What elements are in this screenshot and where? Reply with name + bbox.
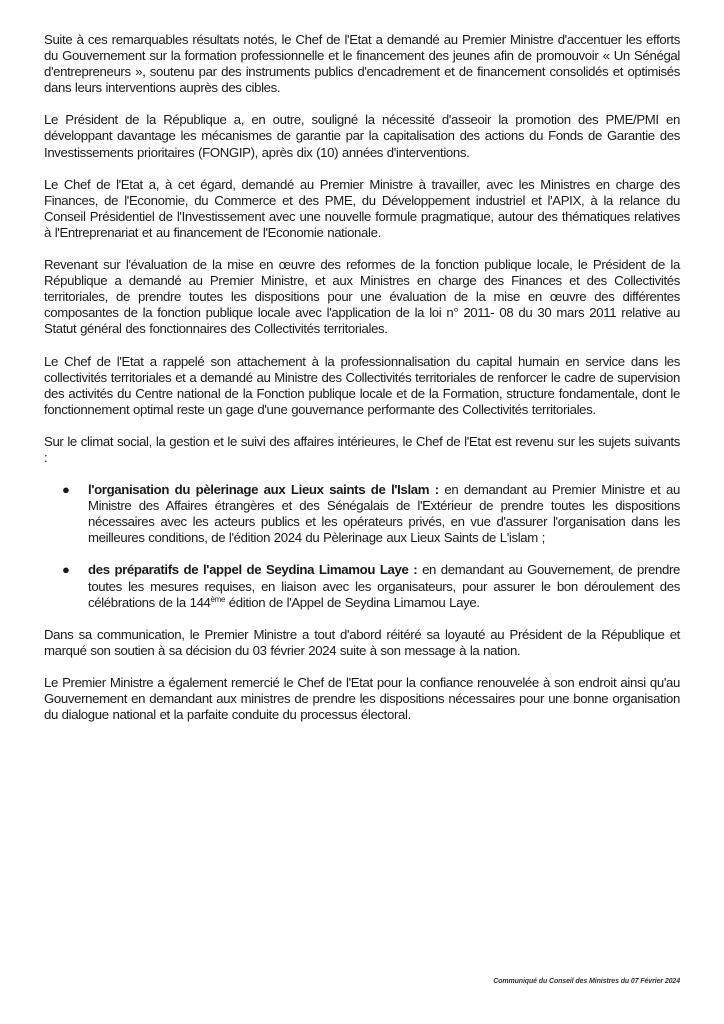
list-item-appel-seydina bbox=[44, 562, 680, 610]
ordinal-superscript: ème bbox=[210, 594, 226, 604]
list-item-title: des préparatifs de l'appel de Seydina Limamou Laye : bbox=[88, 562, 418, 578]
list-item-text-end: édition de l'Appel de Seydina Limamou Laye. bbox=[225, 594, 480, 610]
paragraph-investment-council: Le Chef de l'Etat a, à cet égard, demandé au Premier Ministre à travailler, avec les Ministres en charge des Finances, de l'Economie, du Commerce et des PME, du Développement industriel et l'APIX, à la relance du Conseil Présidentiel de l'Investissement avec une nouvelle formule pragmatique, autour des thématiques relatives à l'Entreprenariat et au financement de l'Economie nationale. bbox=[44, 176, 680, 240]
bullet-icon: ● bbox=[62, 482, 70, 498]
paragraph-local-public-service: Revenant sur l'évaluation de la mise en œuvre des reformes de la fonction publique locale, le Président de la République a demandé au Premier Ministre, et aux Ministres en charge des Finances et des Collectivités territoriales, de prendre toutes les dispositions pour une évaluation de la mise en œuvre des différentes composantes de la fonction publique locale avec l'application de la loi n° 2011- 08 du 30 mars 2011 relative au Statut général des fonctionnaires des Collectivités territoriales. bbox=[44, 257, 680, 337]
paragraph-pme-fongip: Le Président de la République a, en outre, souligné la nécessité d'asseoir la promotion des PME/PMI en développant davantage les mécanismes de garantie par la capitalisation des actions du Fonds de Garantie des Investissements prioritaires (FONGIP), après dix (10) années d'interventions. bbox=[44, 112, 680, 160]
list-item-title: l'organisation du pèlerinage aux Lieux saints de l'Islam : bbox=[88, 482, 439, 498]
list-item-text: en demandant au Premier Ministre et au Ministre des Affaires étrangères et des Sénégalais de l'Extérieur de prendre toutes les dispositions nécessaires avec les acteurs publics et les opérateurs privés, en vue d'assurer l'organisation dans les meilleures conditions, de l'édition 2024 du Pèlerinage aux Lieux Saints de L'islam ; bbox=[88, 482, 680, 546]
list-item-pilgrimage bbox=[44, 482, 680, 546]
paragraph-pm-thanks: Le Premier Ministre a également remercié le Chef de l'Etat pour la confiance renouvelée à son endroit ainsi qu'au Gouvernement en demandant aux ministres de prendre les dispositions nécessaires pour une bonne organisation du dialogue national et la parfaite conduite du processus électoral. bbox=[44, 674, 680, 723]
bullet-icon: ● bbox=[62, 562, 70, 578]
paragraph-pm-communication: Dans sa communication, le Premier Ministre a tout d'abord réitéré sa loyauté au Président de la République et marqué son soutien à sa décision du 03 février 2024 suite à son message à la nation. bbox=[44, 626, 680, 658]
paragraph-human-capital: Le Chef de l'Etat a rappelé son attachement à la professionnalisation du capital humain en service dans les collectivités territoriales et a demandé au Ministre des Collectivités territoriales de renforcer le cadre de supervision des activités du Centre national de la Fonction publique locale et de la Formation, structure fondamentale, dont le fonctionnement optimal reste un gage d'une gouvernance performante des Collectivités territoriales. bbox=[44, 353, 680, 417]
page-footer: Communiqué du Conseil des Ministres du 07 Février 2024 bbox=[493, 978, 680, 985]
topics-list bbox=[44, 482, 680, 611]
list-item-text: en demandant au Gouvernement, de prendre toutes les mesures requises, en liaison avec les organisateurs, pour assurer le bon déroulement des célébrations de la 144 bbox=[88, 562, 680, 610]
document-body bbox=[44, 32, 680, 739]
paragraph-social-climate-intro: Sur le climat social, la gestion et le suivi des affaires intérieures, le Chef de l'Etat est revenu sur les sujets suivants : bbox=[44, 433, 680, 465]
paragraph-youth-entrepreneurship: Suite à ces remarquables résultats notés, le Chef de l'Etat a demandé au Premier Ministre d'accentuer les efforts du Gouvernement sur la formation professionnelle et le financement des jeunes afin de promouvoir « Un Sénégal d'entrepreneurs », soutenu par des instruments publics d'encadrement et de financement consolidés et optimisés dans leurs interventions auprès des cibles. bbox=[44, 32, 680, 96]
